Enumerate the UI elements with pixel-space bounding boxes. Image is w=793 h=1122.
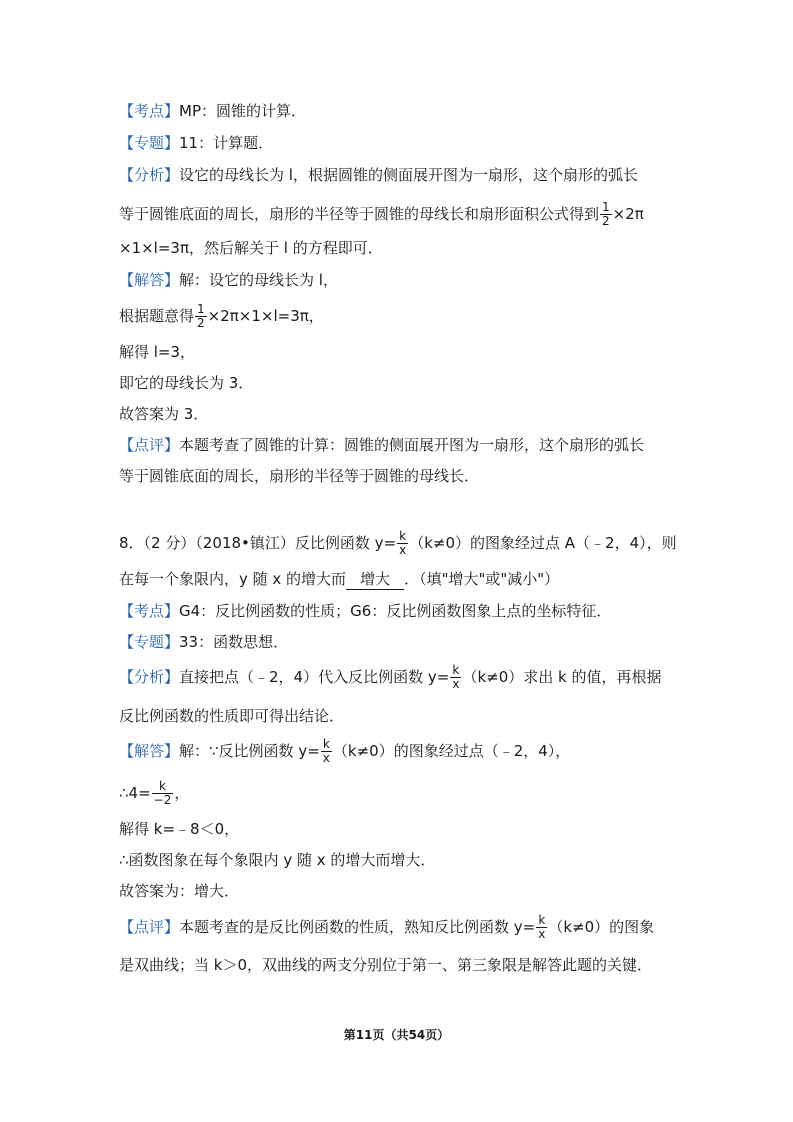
zhuanti-tag: 【专题】 bbox=[119, 134, 180, 152]
kaodian-tag: 【考点】 bbox=[119, 602, 180, 620]
dianping-text: （k≠0）的图象 bbox=[548, 918, 655, 936]
jieda-text: 即它的母线长为 3． bbox=[119, 374, 254, 392]
q7-kaodian-line bbox=[119, 101, 306, 121]
fraction-denominator: x bbox=[452, 677, 460, 691]
q8-dianping-line-1 bbox=[119, 914, 654, 941]
dianping-text: 是双曲线；当 k＞0，双曲线的两支分别位于第一、第三象限是解答此题的关键． bbox=[119, 956, 653, 974]
fraction-numerator: 1 bbox=[197, 302, 205, 316]
jieda-tag: 【解答】 bbox=[119, 271, 180, 289]
q8-stem-line-2 bbox=[119, 569, 559, 590]
fraction-numerator: k bbox=[321, 738, 332, 752]
jieda-text: ∴函数图象在每个象限内 y 随 x 的增大而增大． bbox=[119, 851, 436, 869]
zhuanti-text: 33：函数思想． bbox=[179, 633, 289, 651]
fenxi-text: ×2π bbox=[612, 205, 644, 223]
fenxi-text: 反比例函数的性质即可得出结论． bbox=[119, 707, 345, 725]
fraction bbox=[195, 303, 207, 330]
q8-kaodian-line bbox=[119, 601, 611, 621]
fraction-numerator: 1 bbox=[602, 200, 610, 214]
q8-jieda-line-3 bbox=[119, 819, 239, 839]
answer-blank: 增大 bbox=[346, 569, 404, 590]
jieda-text: 解得 l=3， bbox=[119, 343, 196, 361]
fenxi-tag: 【分析】 bbox=[119, 668, 180, 686]
q8-jieda-line-5 bbox=[119, 881, 239, 901]
q7-zhuanti-line bbox=[119, 133, 273, 153]
q7-jieda-line-2 bbox=[119, 303, 324, 330]
jieda-text: 故答案为 3． bbox=[119, 405, 209, 423]
dianping-text: 等于圆锥底面的周长，扇形的半径等于圆锥的母线长． bbox=[119, 467, 480, 485]
fraction-denominator: x bbox=[538, 927, 546, 941]
q7-jieda-line-1 bbox=[119, 270, 338, 290]
jieda-text: 根据题意得 bbox=[119, 307, 195, 325]
fraction-numerator: k bbox=[536, 914, 547, 928]
fenxi-tag: 【分析】 bbox=[119, 166, 180, 184]
q7-dianping-line-2 bbox=[119, 466, 479, 486]
fraction-numerator: k bbox=[152, 780, 174, 794]
fraction-denominator: 2 bbox=[602, 214, 610, 228]
fraction-denominator: x bbox=[399, 543, 407, 557]
dianping-tag: 【点评】 bbox=[119, 918, 180, 936]
stem-text: 在每一个象限内，y 随 x 的增大而 bbox=[119, 570, 347, 588]
kaodian-text: G4：反比例函数的性质；G6：反比例函数图象上点的坐标特征． bbox=[179, 602, 612, 620]
stem-text: ．（填"增大"或"减小"） bbox=[404, 570, 560, 588]
fenxi-text: ×1×l=3π，然后解关于 l 的方程即可． bbox=[119, 239, 383, 257]
q8-dianping-line-2 bbox=[119, 955, 652, 975]
jieda-text: （k≠0）的图象经过点（﹣2，4）， bbox=[332, 742, 571, 760]
fraction bbox=[450, 664, 461, 691]
fraction bbox=[152, 780, 174, 807]
q8-zhuanti-line bbox=[119, 632, 288, 652]
jieda-text: 解：设它的母线长为 l， bbox=[179, 271, 338, 289]
fraction bbox=[600, 201, 612, 228]
fenxi-text: 设它的母线长为 l，根据圆锥的侧面展开图为一扇形，这个扇形的弧长 bbox=[179, 166, 638, 184]
fraction-denominator: −2 bbox=[153, 793, 172, 807]
q7-fenxi-line-2 bbox=[119, 201, 644, 228]
fenxi-text: 等于圆锥底面的周长，扇形的半径等于圆锥的母线长和扇形面积公式得到 bbox=[119, 205, 600, 223]
zhuanti-text: 11：计算题． bbox=[179, 134, 274, 152]
fraction bbox=[397, 530, 408, 557]
fraction bbox=[536, 914, 547, 941]
stem-text: （k≠0）的图象经过点 A（﹣2，4），则 bbox=[409, 534, 677, 552]
jieda-text: ×2π×1×l=3π， bbox=[207, 307, 324, 325]
jieda-text: 解：∵反比例函数 y= bbox=[179, 742, 320, 760]
q7-fenxi-line-1 bbox=[119, 165, 638, 185]
q8-fenxi-line-1 bbox=[119, 664, 661, 691]
jieda-text: ∴4= bbox=[119, 784, 151, 802]
kaodian-tag: 【考点】 bbox=[119, 102, 180, 120]
page-footer: 第11页（共54页） bbox=[343, 1028, 450, 1042]
fraction-numerator: k bbox=[450, 664, 461, 678]
dianping-tag: 【点评】 bbox=[119, 436, 180, 454]
fraction bbox=[321, 738, 332, 765]
stem-text: 8．（2 分）（2018•镇江）反比例函数 y= bbox=[119, 534, 397, 552]
q8-fenxi-line-2 bbox=[119, 706, 344, 726]
q7-jieda-line-3 bbox=[119, 342, 195, 362]
jieda-text: 故答案为：增大． bbox=[119, 882, 240, 900]
fraction-numerator: k bbox=[397, 530, 408, 544]
jieda-text: 解得 k=﹣8＜0， bbox=[119, 820, 240, 838]
q7-jieda-line-4 bbox=[119, 373, 253, 393]
fenxi-text: 直接把点（﹣2，4）代入反比例函数 y= bbox=[179, 668, 450, 686]
zhuanti-tag: 【专题】 bbox=[119, 633, 180, 651]
fenxi-text: （k≠0）求出 k 的值，再根据 bbox=[462, 668, 662, 686]
q7-fenxi-line-3 bbox=[119, 238, 383, 258]
q8-jieda-line-1 bbox=[119, 738, 570, 765]
jieda-tag: 【解答】 bbox=[119, 742, 180, 760]
dianping-text: 本题考查的是反比例函数的性质，熟知反比例函数 y= bbox=[179, 918, 536, 936]
dianping-text: 本题考查了圆锥的计算：圆锥的侧面展开图为一扇形，这个扇形的弧长 bbox=[179, 436, 645, 454]
q8-stem-line-1 bbox=[119, 530, 677, 557]
q8-jieda-line-4 bbox=[119, 850, 435, 870]
q7-dianping-line-1 bbox=[119, 435, 644, 455]
q7-jieda-line-5 bbox=[119, 404, 208, 424]
fraction-denominator: 2 bbox=[197, 316, 205, 330]
jieda-text: ， bbox=[174, 784, 190, 802]
kaodian-text: MP：圆锥的计算． bbox=[179, 102, 307, 120]
fraction-denominator: x bbox=[322, 751, 330, 765]
q8-jieda-line-2 bbox=[119, 780, 189, 807]
